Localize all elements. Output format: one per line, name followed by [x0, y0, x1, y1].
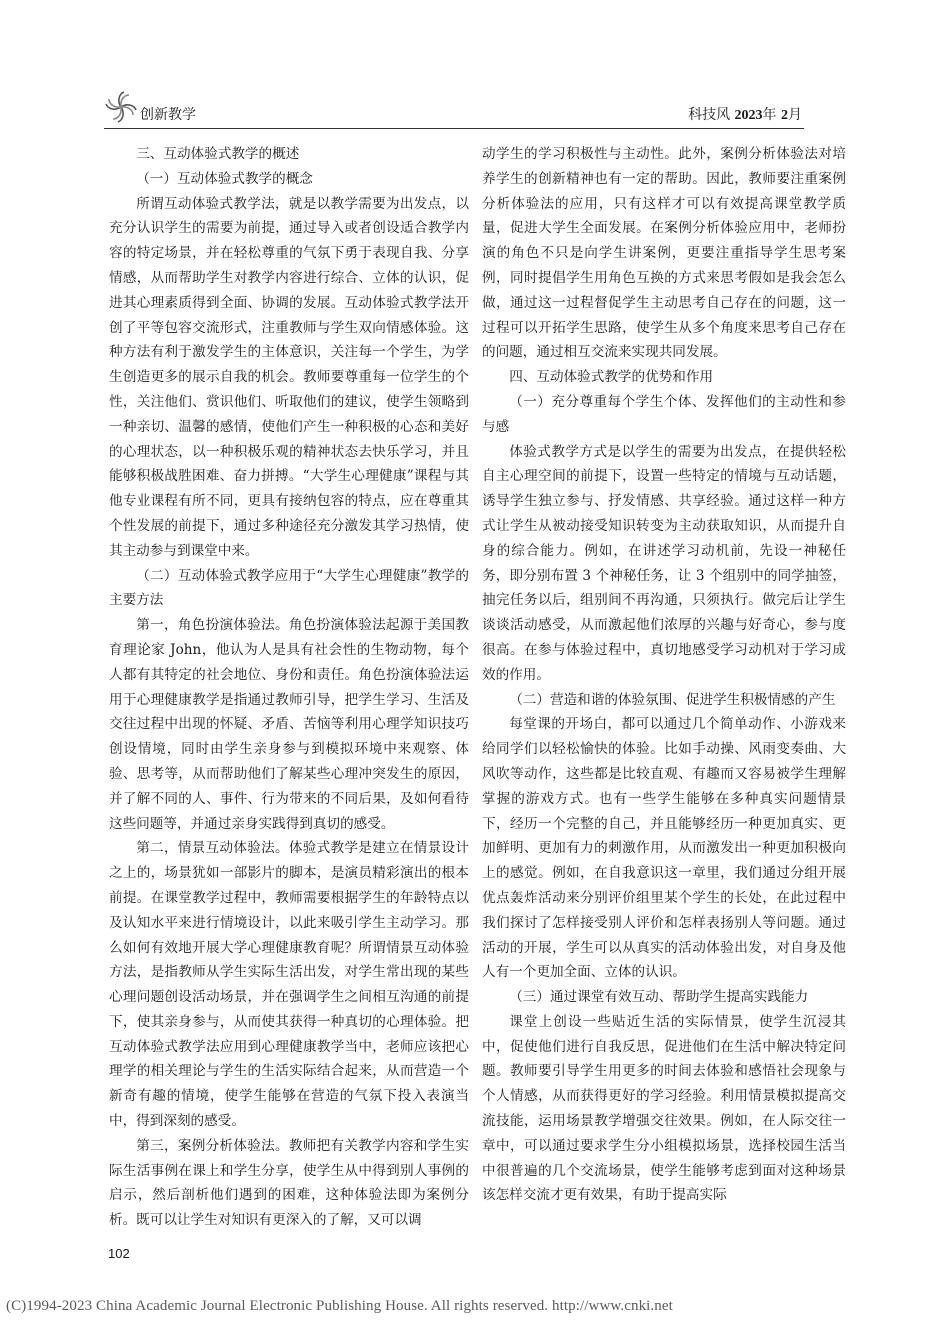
year-unit: 年 — [762, 107, 777, 123]
journal-issue — [688, 104, 802, 124]
body-paragraph: 所谓互动体验式教学法，就是以教学需要为出发点，以充分认识学生的需要为前提，通过导入或者创设适合教学内容的特定场景，并在轻松尊重的气氛下勇于表现自我、分享情感，从而帮助学生对教学内容进行综合、立体的认识，促进其心理素质得到全面、协调的发展。互动体验式教学法开创了平等包容交流形式，注重教师与学生双向情感体验。这种方法有利于激发学生的主体意识，关注每一个学生，为学生创造更多的展示自我的机会。教师要尊重每一位学生的个性，关注他们、赏识他们、听取他们的建议，使学生领略到一种亲切、温馨的感情，使他们产生一种积极的心态和美好的心理状态，以一种积极乐观的精神状态去快乐学习，并且能够积极战胜困难、奋力拼搏。“大学生心理健康”课程与其他专业课程有所不同，更具有接纳包容的特点，应在尊重其个性发展的前提下，通过多种途径充分激发其学习热情，使其主动参与到课堂中来。 — [109, 195, 469, 559]
issue-year: 2023 — [734, 108, 763, 123]
body-paragraph: 动学生的学习积极性与主动性。此外，案例分析体验法对培养学生的创新精神也有一定的帮助。因此，教师要注重案例分析体验法的应用，只有这样才可以有效提高课堂教学质量，促进大学生全面发展。在案例分析体验应用中，老师扮演的角色不只是向学生讲案例，更要注重指导学生思考案例，同时提倡学生用角色互换的方式来思考假如是我会怎么做，通过这一过程督促学生主动思考自己存在的问题，这一过程可以开拓学生思路，使学生从多个角度来思考自己存在的问题，通过相互交流来实现共同发展。 — [482, 146, 846, 361]
section-heading: （一）充分尊重每个学生个体、发挥他们的主动性和参与感 — [482, 393, 846, 435]
section-heading: （三）通过课堂有效互动、帮助学生提高实践能力 — [509, 989, 809, 1006]
body-paragraph: 每堂课的开场白，都可以通过几个简单动作、小游戏来给同学们以轻松愉快的体验。比如手动操、风雨变奏曲、大风吹等动作，这些都是比较直观、有趣而又容易被学生理解掌握的游戏方式。也有一些学生能够在多种真实问题情景下，经历一个完整的自己，并且能够经历一种更加真实、更加鲜明、更加有力的刺激作用，从而激发出一种更加积极向上的感觉。例如，在自我意识这一章里，我们通过分组开展优点轰炸活动来分别评价组里某个学生的长处，在此过程中我们探讨了怎样接受别人评价和怎样表扬别人等问题。通过活动的开展，学生可以从真实的活动体验出发，对自身及他人有一个更加全面、立体的认识。 — [482, 716, 846, 981]
section-heading: （二）营造和谐的体验氛围、促进学生积极情感的产生 — [509, 691, 836, 708]
issue-month: 2 — [781, 108, 788, 123]
body-paragraph: 体验式教学方式是以学生的需要为出发点，在提供轻松自主心理空间的前提下，设置一些特定的情境与互动话题，诱导学生独立参与、抒发情感、共享经验。通过这样一种方式让学生从被动接受知识转变为主动获取知识，从而提升自身的综合能力。例如，在讲述学习动机前，先设一神秘任务，即分别布置 3 个神秘任务，让 3 个组别中的同学抽签，抽完任务以后，组别间不再沟通，只须执行。做完后让学生谈谈活动感受，从而激起他们浓厚的兴趣与好奇心，参与度很高。在参与体验过程中，真切地感受学习动机对于学习成效的作用。 — [482, 443, 846, 683]
section-heading: （二）互动体验式教学应用于“大学生心理健康”教学的主要方法 — [109, 567, 469, 609]
month-unit: 月 — [788, 107, 802, 123]
left-column — [109, 142, 469, 1233]
journal-name: 科技风 — [688, 107, 731, 123]
journal-logo-icon — [104, 90, 138, 124]
section-label: 创新教学 — [140, 107, 196, 123]
right-column — [482, 142, 846, 1208]
body-paragraph: 第三，案例分析体验法。教师把有关教学内容和学生实际生活事例在课上和学生分享，使学生从中得到别人事例的启示，然后剖析他们遇到的困难，这种体验法即为案例分析。既可以让学生对知识有更深入的了解，又可以调 — [109, 1137, 469, 1229]
body-paragraph: 第一，角色扮演体验法。角色扮演体验法起源于美国教育理论家 John，他认为人是具有社会性的生物动物，每个人都有其特定的社会地位、身份和责任。角色扮演体验法运用于心理健康教学是指通过教师引导，把学生学习、生活及交往过程中出现的怀疑、矛盾、苦恼等利用心理学知识技巧创设情境，同时由学生亲身参与到模拟环境中来观察、体验、思考等，从而帮助他们了解某些心理冲突发生的原因，并了解不同的人、事件、行为带来的不同后果，及如何看待这些问题等，并通过亲身实践得到真切的感受。 — [109, 617, 469, 832]
copyright-notice: (C)1994-2023 China Academic Journal Electronic Publishing House. All rights reserved. http://www.cnki.net — [6, 1298, 673, 1314]
section-heading: 四、互动体验式教学的优势和作用 — [509, 369, 714, 386]
page-number: 102 — [108, 1246, 130, 1261]
section-heading: （一）互动体验式教学的概念 — [136, 170, 313, 187]
body-paragraph: 课堂上创设一些贴近生活的实际情景，使学生沉浸其中，促使他们进行自我反思，促进他们在生活中解决特定问题。教师要引导学生用更多的时间去体验和感悟社会现象与个人情感，从而获得更好的学习经验。利用情景模拟提高交流技能，运用场景教学增强交往效果。例如，在人际交往一章中，可以通过要求学生分小组模拟场景，选择校园生活当中很普遍的几个交流场景，使学生能够考虑到面对这种场景该怎样交流才更有效果，有助于提高实际 — [482, 1013, 846, 1204]
body-paragraph: 第二，情景互动体验法。体验式教学是建立在情景设计之上的，场景犹如一部影片的脚本，是演员精彩演出的根本前提。在课堂教学过程中，教师需要根据学生的年龄特点以及认知水平来进行情境设计，以此来吸引学生主动学习。那么如何有效地开展大学心理健康教育呢？所谓情景互动体验方法，是指教师从学生实际生活出发，对学生常出现的某些心理问题创设活动场景，并在强调学生之间相互沟通的前提下，使其亲身参与，从而使其获得一种真切的心理体验。把互动体验式教学法应用到心理健康教学当中，老师应该把心理学的相关理论与学生的生活实际结合起来，从而营造一个新奇有趣的情境，使学生能够在营造的气氛下投入表演当中，得到深刻的感受。 — [109, 840, 469, 1130]
section-heading: 三、互动体验式教学的概述 — [136, 146, 300, 162]
header-rule — [104, 128, 804, 129]
